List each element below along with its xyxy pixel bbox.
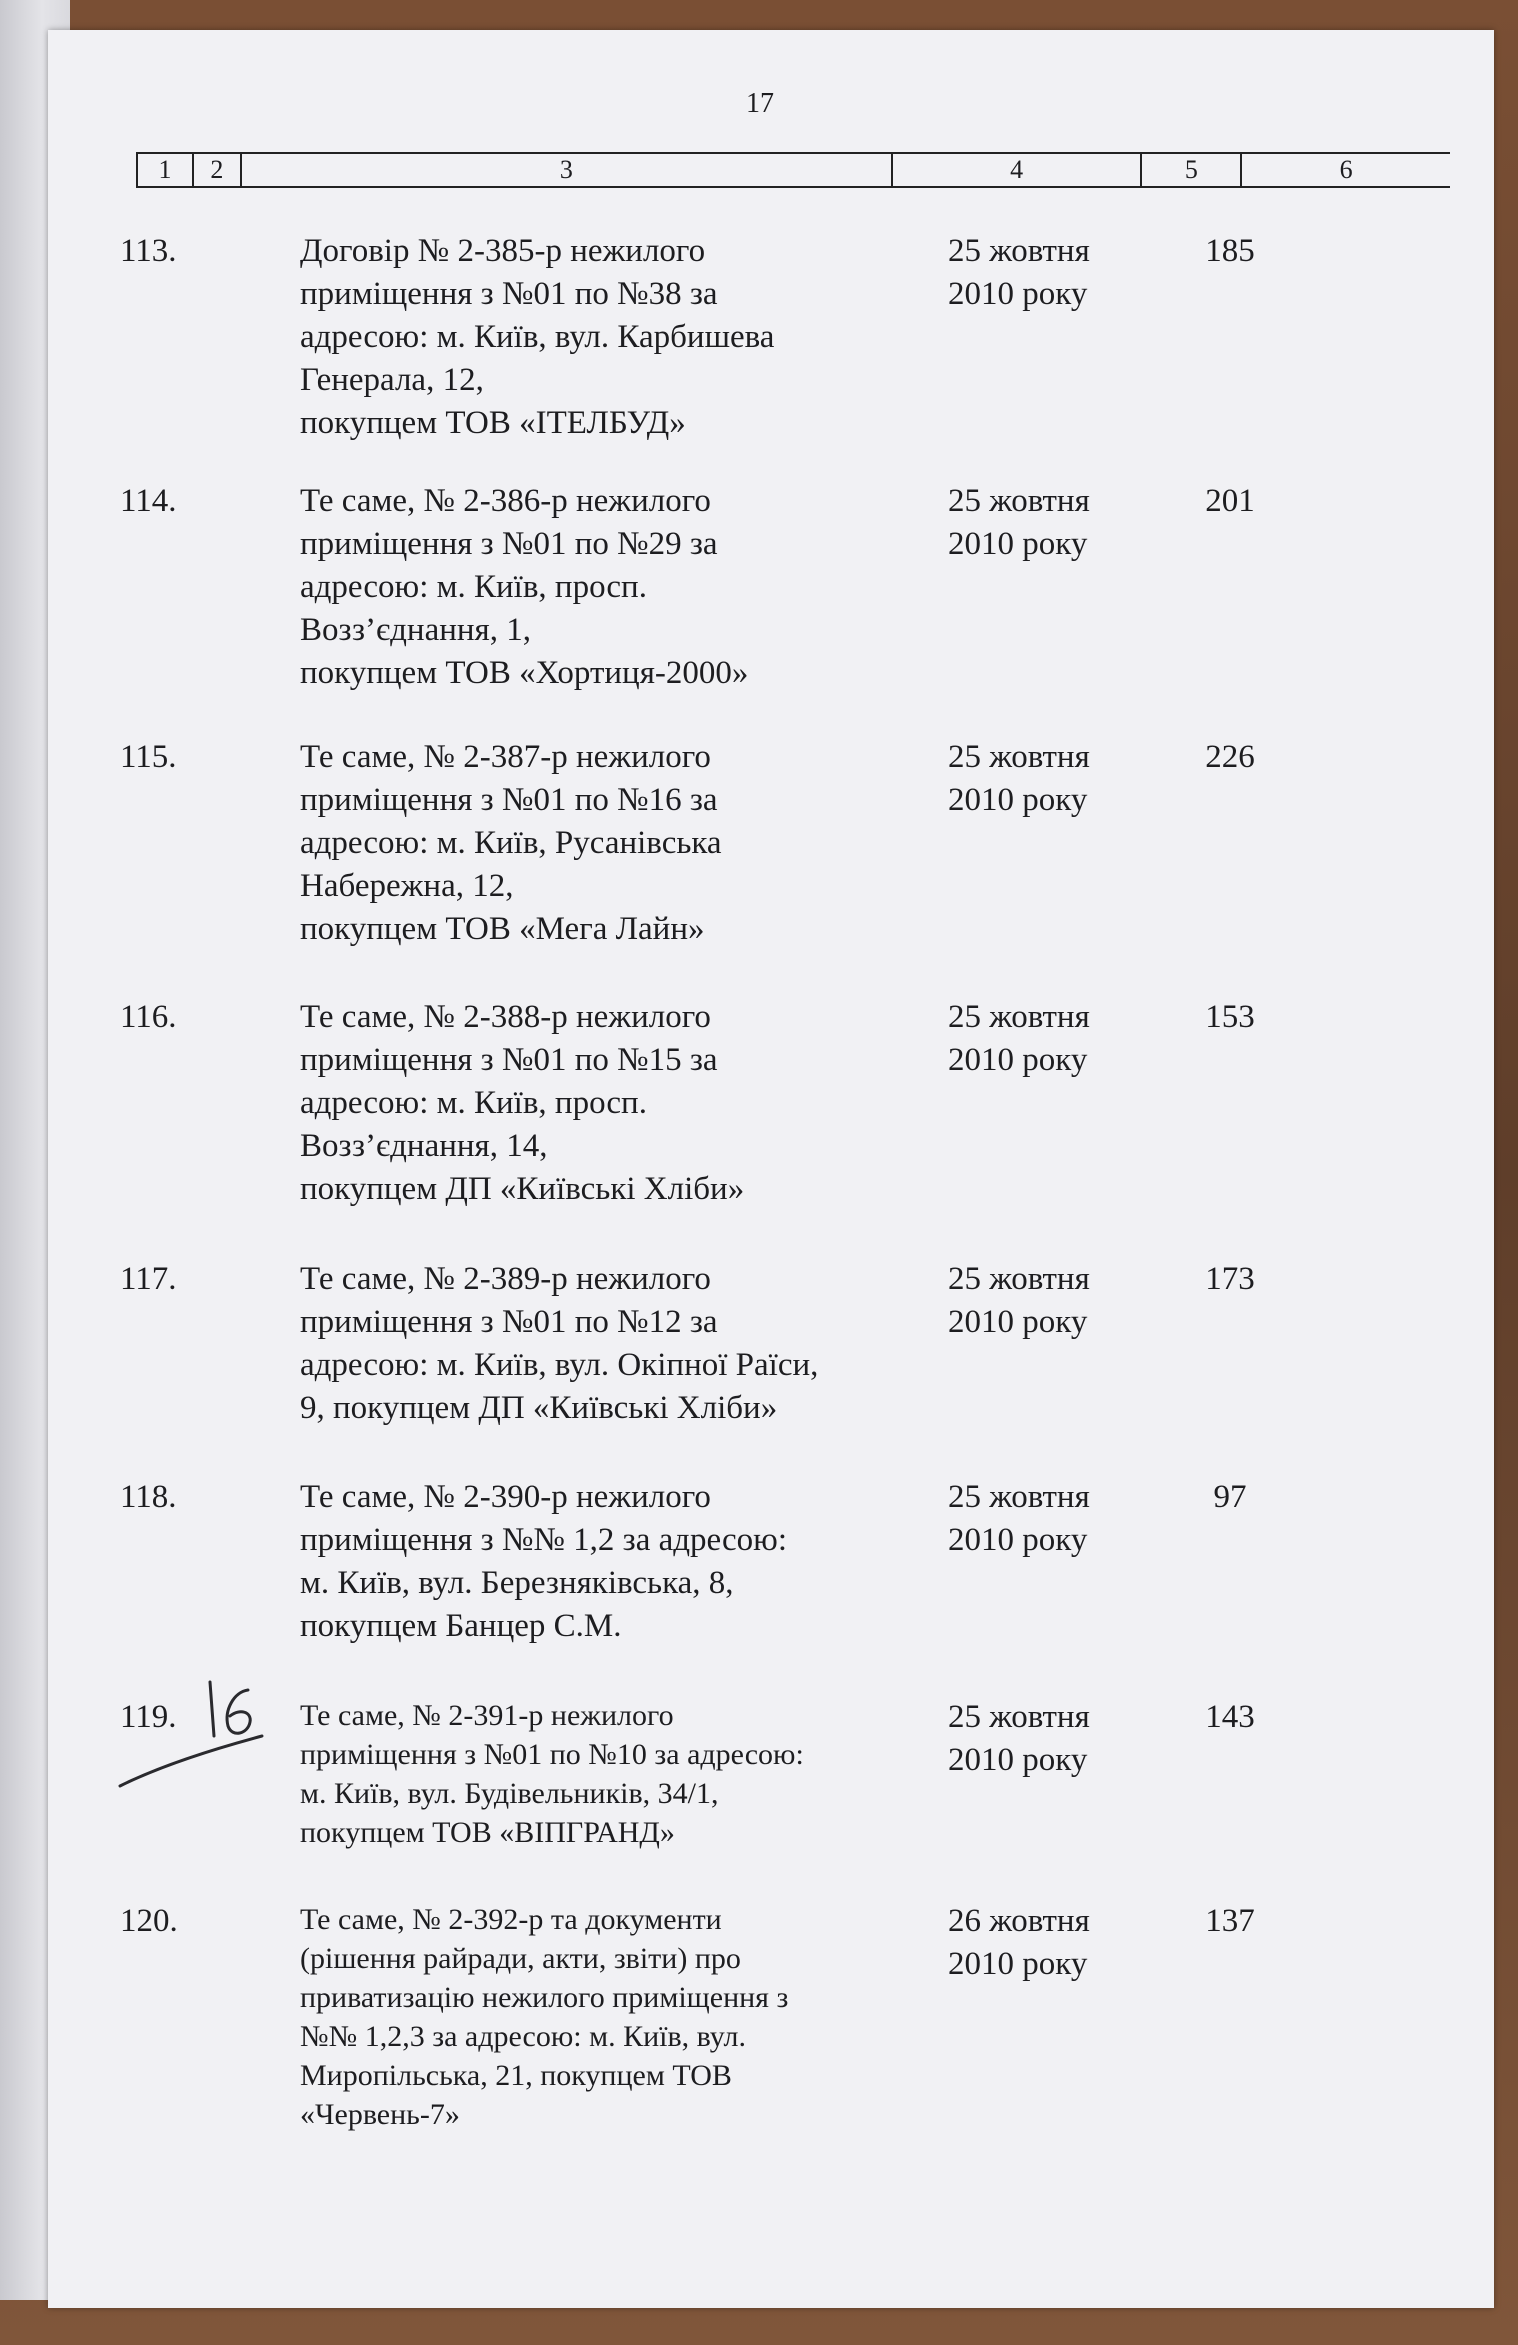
row-date: 25 жовтня 2010 року (948, 483, 1090, 562)
page-number: 17 (746, 88, 774, 119)
row-description: Те саме, № 2-388-р нежилого приміщення з №01 по №15 за адресою: м. Київ, просп. Возз’єднання, 14, покупцем ДП «Київські Хліби» (300, 999, 745, 1207)
row-sheet-count: 173 (1205, 1261, 1255, 1297)
column-header-4: 4 (893, 154, 1143, 186)
row-sheet-count: 153 (1205, 999, 1255, 1035)
row-date: 25 жовтня 2010 року (948, 1699, 1090, 1778)
row-number: 113. (120, 233, 177, 269)
row-number: 118. (120, 1479, 177, 1515)
row-description: Договір № 2-385-р нежилого приміщення з №01 по №38 за адресою: м. Київ, вул. Карбишева Генерала, 12, покупцем ТОВ «ІТЕЛБУД» (300, 233, 775, 441)
column-header-5: 5 (1142, 154, 1242, 186)
row-number: 117. (120, 1261, 177, 1297)
handwritten-mark (110, 1670, 290, 1810)
row-sheet-count: 97 (1213, 1479, 1247, 1515)
row-date: 25 жовтня 2010 року (948, 1261, 1090, 1340)
row-number: 116. (120, 999, 177, 1035)
table-header (136, 152, 1450, 188)
column-header-1: 1 (138, 154, 194, 186)
column-header-6: 6 (1339, 155, 1353, 184)
row-number: 115. (120, 739, 177, 775)
row-number: 114. (120, 483, 177, 519)
row-sheet-count: 201 (1205, 483, 1255, 519)
row-description: Те саме, № 2-387-р нежилого приміщення з №01 по №16 за адресою: м. Київ, Русанівська Набережна, 12, покупцем ТОВ «Мега Лайн» (300, 739, 722, 947)
row-sheet-count: 143 (1205, 1699, 1255, 1735)
row-number: 120. (120, 1903, 178, 1939)
row-date: 26 жовтня 2010 року (948, 1903, 1090, 1982)
column-header-2: 2 (194, 154, 242, 186)
row-number: 119. (120, 1699, 177, 1735)
row-date: 25 жовтня 2010 року (948, 1479, 1090, 1558)
column-header-3: 3 (242, 154, 893, 186)
row-date: 25 жовтня 2010 року (948, 739, 1090, 818)
row-description: Те саме, № 2-391-р нежилого приміщення з №01 по №10 за адресою: м. Київ, вул. Будівельників, 34/1, покупцем ТОВ «ВІПГРАНД» (300, 1699, 804, 1849)
row-sheet-count: 137 (1205, 1903, 1255, 1939)
row-sheet-count: 185 (1205, 233, 1255, 269)
row-description: Те саме, № 2-390-р нежилого приміщення з №№ 1,2 за адресою: м. Київ, вул. Березняківська, 8, покупцем Банцер С.М. (300, 1479, 787, 1644)
row-description: Те саме, № 2-389-р нежилого приміщення з №01 по №12 за адресою: м. Київ, вул. Окіпної Раїси, 9, покупцем ДП «Київські Хліби» (300, 1261, 819, 1426)
row-date: 25 жовтня 2010 року (948, 233, 1090, 312)
row-date: 25 жовтня 2010 року (948, 999, 1090, 1078)
row-description: Те саме, № 2-386-р нежилого приміщення з №01 по №29 за адресою: м. Київ, просп. Возз’єднання, 1, покупцем ТОВ «Хортиця-2000» (300, 483, 749, 691)
row-sheet-count: 226 (1205, 739, 1255, 775)
row-description: Те саме, № 2-392-р та документи (рішення райради, акти, звіти) про приватизацію нежилого приміщення з №№ 1,2,3 за адресою: м. Київ, вул. Миропільська, 21, покупцем ТОВ «Червень-7» (300, 1903, 789, 2131)
